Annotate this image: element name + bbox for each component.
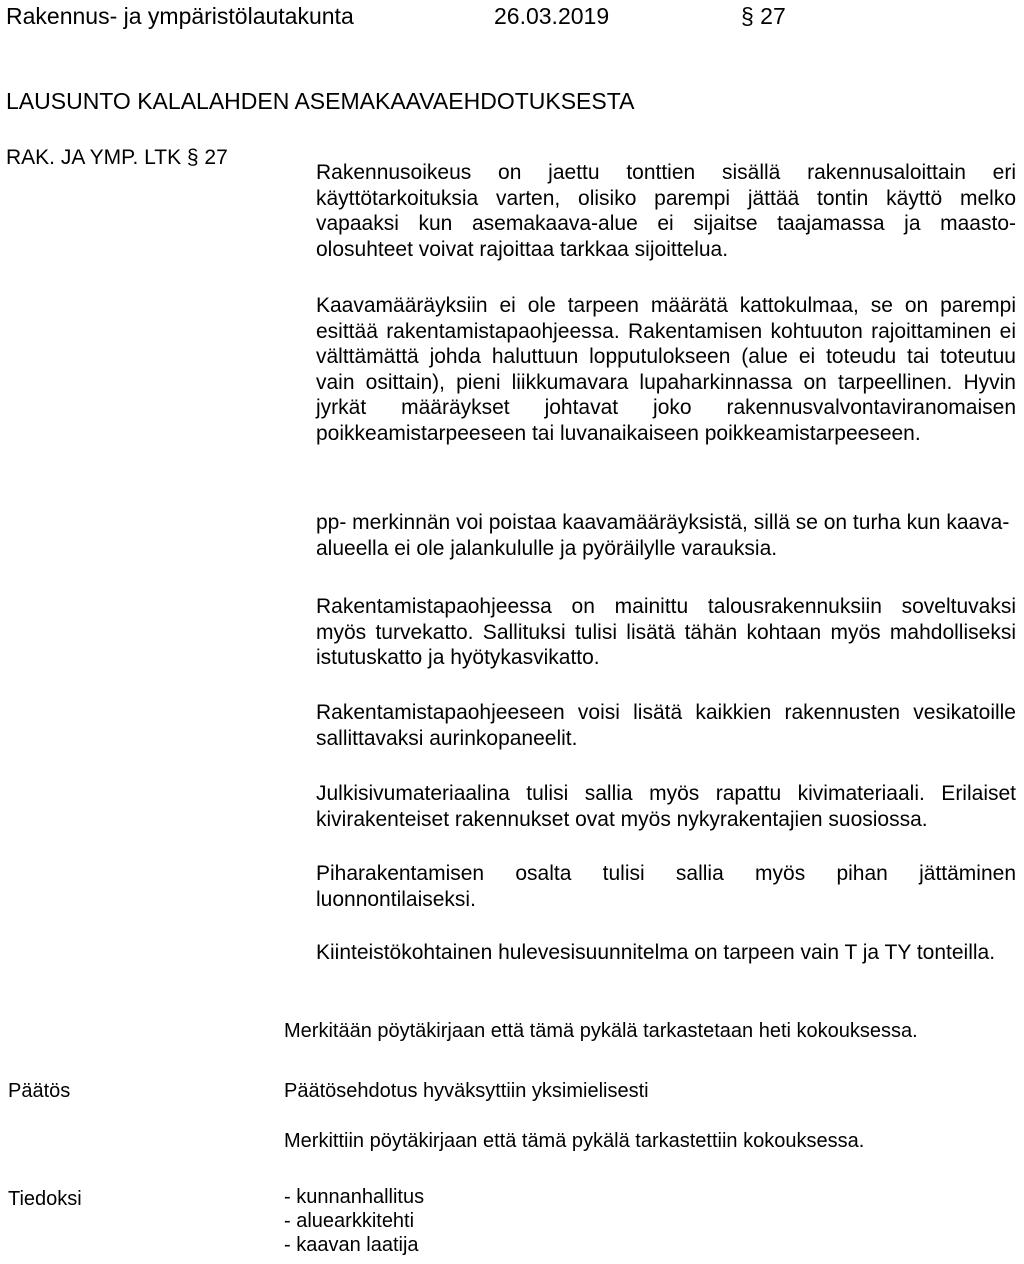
statement-paragraph-3: pp- merkinnän voi poistaa kaavamääräyksistä, sillä se on turha kun kaava-alueella ei ole jalankululle ja pyöräilylle varauksia. (316, 511, 1010, 560)
statement-paragraph-7: Piharakentamisen osalta tulisi sallia myös pihan jättäminen luonnontilaiseksi. (316, 862, 1016, 911)
header-date: 26.03.2019 (494, 3, 610, 29)
header-section: § 27 (741, 3, 786, 29)
statement-paragraph-8: Kiinteistökohtainen hulevesisuunnitelma on tarpeen vain T ja TY tonteilla. (316, 941, 996, 964)
decision-note: Merkittiin pöytäkirjaan että tämä pykälä tarkastettiin kokouksessa. (284, 1130, 865, 1152)
recipient-item: - kunnanhallitus (284, 1186, 425, 1208)
minutes-note: Merkitään pöytäkirjaan että tämä pykälä tarkastetaan heti kokouksessa. (284, 1020, 918, 1042)
statement-paragraph-5: Rakentamistapaohjeeseen voisi lisätä kaikkien rakennusten vesikatoille sallittavaksi aurinkopaneelit. (316, 701, 1016, 750)
statement-paragraph-4: Rakentamistapaohjeessa on mainittu talousrakennuksiin soveltuvaksi myös turvekatto. Sallituksi tulisi lisätä tähän kohtaan myös mahdolliseksi istutuskatto ja hyötykasvikatto. (316, 595, 1016, 669)
statement-paragraph-6: Julkisivumateriaalina tulisi sallia myös rapattu kivimateriaali. Erilaiset kivirakenteiset rakennukset ovat myös nykyrakentajien suosiossa. (316, 782, 1016, 831)
decision-text: Päätösehdotus hyväksyttiin yksimielisesti (284, 1080, 649, 1102)
recipient-list (284, 1185, 424, 1257)
document-title: LAUSUNTO KALALAHDEN ASEMAKAAVAEHDOTUKSESTA (6, 88, 635, 114)
header-organization: Rakennus- ja ympäristölautakunta (6, 3, 354, 29)
info-label: Tiedoksi (8, 1188, 82, 1210)
recipient-item: - kaavan laatija (284, 1234, 419, 1256)
reference-label: RAK. JA YMP. LTK § 27 (6, 146, 228, 169)
decision-label: Päätös (8, 1080, 71, 1102)
recipient-item: - aluearkkitehti (284, 1210, 415, 1232)
statement-paragraph-2: Kaavamääräyksiin ei ole tarpeen määrätä kattokulmaa, se on parempi esittää rakentamistapaohjeessa. Rakentamisen kohtuuton rajoittaminen ei välttämättä johda haluttuun lopputulokseen (alue ei toteudu tai toteutuu vain osittain), pieni liikkumavara lupaharkinnassa on tarpeellinen. Hyvin jyrkät määräykset johtavat joko rakennusvalvontaviranomaisen poikkeamistarpeeseen tai luvanaikaiseen poikkeamistarpeeseen. (316, 294, 1016, 445)
statement-paragraph-1: Rakennusoikeus on jaettu tonttien sisällä rakennusaloittain eri käyttötarkoituksia varten, olisiko parempi jättää tontin käyttö melko vapaaksi kun asemakaava-alue ei sijaitse taajamassa ja maasto-olosuhteet voivat rajoittaa tarkkaa sijoittelua. (316, 161, 1016, 261)
